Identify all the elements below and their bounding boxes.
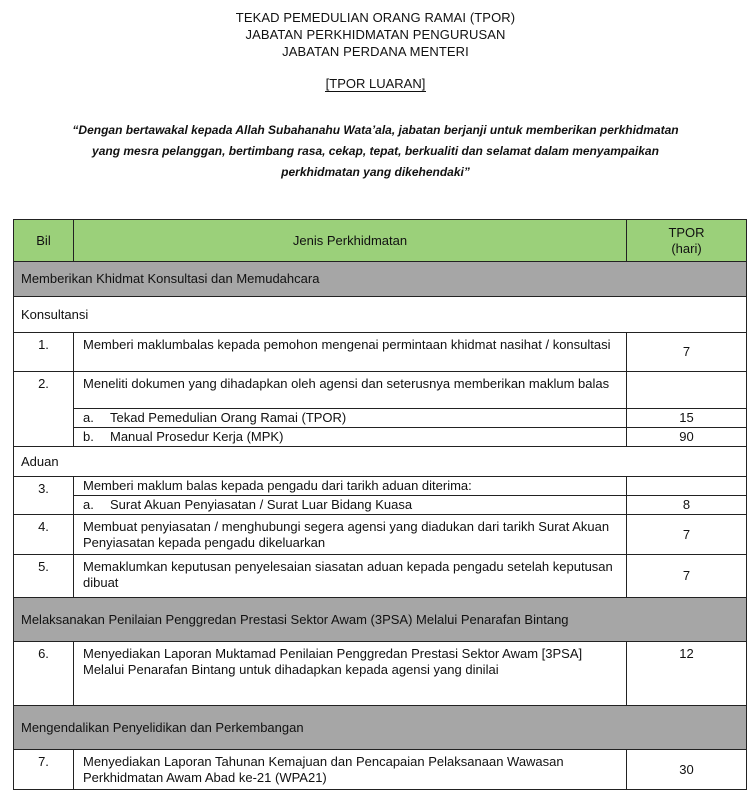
header-bil: Bil: [14, 220, 74, 262]
subitem-label: a.: [83, 410, 94, 425]
row-tpor-value: 30: [627, 750, 747, 790]
table-row: [14, 333, 747, 372]
row-tpor-value: 7: [627, 333, 747, 372]
header-line-2: JABATAN PERKHIDMATAN PENGURUSAN: [245, 27, 506, 42]
subsection-row: [14, 447, 747, 477]
row-subitem: [74, 496, 627, 515]
section-row: [14, 598, 747, 642]
row-description: Menyediakan Laporan Tahunan Kemajuan dan Pencapaian Pelaksanaan Wawasan Perkhidmatan Awam Abad ke-21 (WPA21): [74, 750, 627, 790]
header-line-3: JABATAN PERDANA MENTERI: [282, 44, 469, 59]
row-description: Memberi maklumbalas kepada pemohon mengenai permintaan khidmat nasihat / konsultasi: [74, 333, 627, 372]
service-table: [13, 219, 747, 790]
row-tpor-value: 7: [627, 555, 747, 598]
table-row: [14, 409, 747, 428]
row-tpor-value: 7: [627, 515, 747, 555]
row-description: Meneliti dokumen yang dihadapkan oleh agensi dan seterusnya memberikan maklum balas: [74, 372, 627, 409]
table-row: [14, 372, 747, 409]
subitem-text: Surat Akuan Penyiasatan / Surat Luar Bidang Kuasa: [110, 497, 413, 512]
row-tpor-value: 8: [627, 496, 747, 515]
header-line-1: TEKAD PEMEDULIAN ORANG RAMAI (TPOR): [235, 10, 516, 25]
header-tpor-unit: (hari): [671, 240, 702, 256]
section-row: [14, 706, 747, 750]
table-row: [14, 555, 747, 598]
document-tag: [ TPOR LUARAN ]: [325, 76, 427, 92]
row-number: 5.: [14, 555, 74, 598]
table-row: [14, 642, 747, 706]
section-title-2: Melaksanakan Penilaian Penggredan Prestasi Sektor Awam (3PSA) Melalui Penarafan Bintang: [14, 598, 747, 642]
table-row: [14, 515, 747, 555]
row-number: 4.: [14, 515, 74, 555]
row-number: 6.: [14, 642, 74, 706]
subitem-label: b.: [83, 429, 94, 444]
section-row: [14, 262, 747, 297]
header-jenis: Jenis Perkhidmatan: [74, 220, 627, 262]
subsection-konsultansi: Konsultansi: [14, 297, 747, 333]
row-description: Memaklumkan keputusan penyelesaian siasatan aduan kepada pengadu setelah keputusan dibuat: [74, 555, 627, 598]
motto: “Dengan bertawakal kepada Allah Subahanahu Wata’ala, jabatan berjanji untuk memberikan perkhidmatan yang mesra pelanggan, bertimbang rasa, cekap, tepat, berkualiti dan selamat dalam menyampaikan perkhidmatan yang dikehendaki”: [72, 123, 679, 179]
row-number: 3.: [14, 477, 74, 515]
subitem-text: Tekad Pemedulian Orang Ramai (TPOR): [110, 410, 347, 425]
row-tpor-value: [627, 372, 747, 409]
row-description: Membuat penyiasatan / menghubungi segera agensi yang diadukan dari tarikh Surat Akuan Penyiasatan kepada pengadu dikeluarkan: [74, 515, 627, 555]
row-tpor-value: 15: [627, 409, 747, 428]
subsection-row: [14, 297, 747, 333]
row-number: 7.: [14, 750, 74, 790]
row-tpor-value: 90: [627, 428, 747, 447]
section-title-1: Memberikan Khidmat Konsultasi dan Memudahcara: [14, 262, 747, 297]
row-number: 1.: [14, 333, 74, 372]
table-row: [14, 477, 747, 496]
subitem-label: a.: [83, 497, 94, 512]
document-header: [0, 9, 751, 93]
row-tpor-value: [627, 477, 747, 496]
table-row: [14, 496, 747, 515]
row-number: 2.: [14, 372, 74, 447]
header-tpor-label: TPOR: [668, 224, 705, 240]
subitem-text: Manual Prosedur Kerja (MPK): [110, 429, 284, 444]
table-row: [14, 428, 747, 447]
subsection-aduan: Aduan: [14, 447, 747, 477]
section-title-3: Mengendalikan Penyelidikan dan Perkembangan: [14, 706, 747, 750]
table-header-row: [14, 220, 747, 262]
row-description: Menyediakan Laporan Muktamad Penilaian Penggredan Prestasi Sektor Awam [3PSA] Melalui Penarafan Bintang untuk dihadapkan kepada agensi yang dinilai: [74, 642, 627, 706]
table-row: [14, 750, 747, 790]
row-tpor-value: 12: [627, 642, 747, 706]
row-subitem: [74, 409, 627, 428]
row-description: Memberi maklum balas kepada pengadu dari tarikh aduan diterima:: [74, 477, 627, 496]
header-tpor: [627, 220, 747, 262]
row-subitem: [74, 428, 627, 447]
